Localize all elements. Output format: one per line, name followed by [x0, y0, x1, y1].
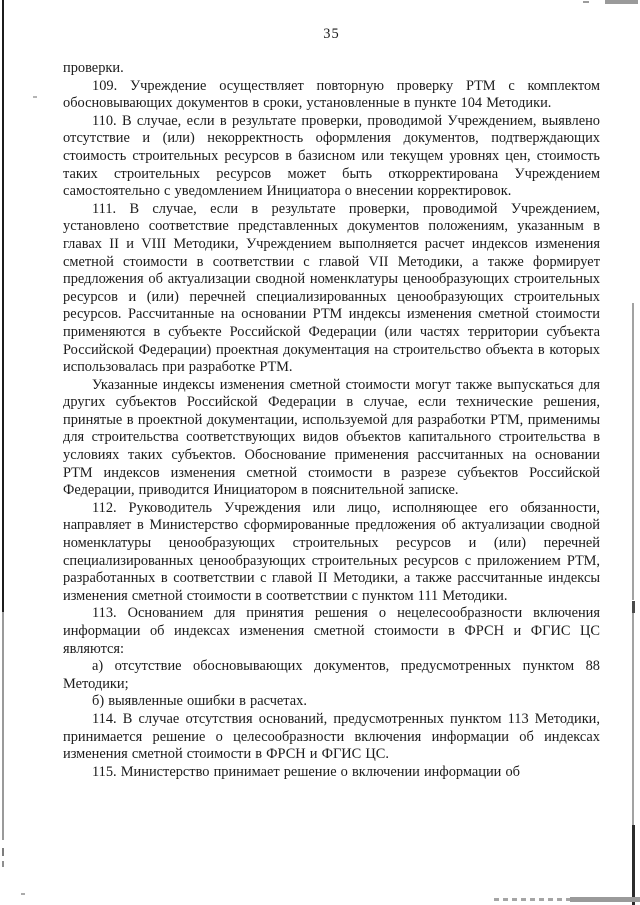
paragraph-112: 112. Руководитель Учреждения или лицо, исполняющее его обязанности, направляет в Министерство сформированные предложения об актуализации сводной номенклатуры ценообразующих строительных ресурсов и (или) перечней специализированных ценообразующих строительных ресурсов с приложением РТМ, разработанных в соответствии с главой II Методики, а также рассчитанные индексы изменения сметной стоимости в соответствии с пунктом 111 Методики. — [63, 499, 600, 604]
scan-artifact-top-mark — [583, 1, 589, 3]
scan-artifact-right-edge-line-dark — [632, 825, 635, 905]
document-body — [63, 60, 600, 781]
scan-artifact-left-edge-line — [2, 0, 4, 612]
paragraph-111: 111. В случае, если в результате проверки, проводимой Учреждением, установлено соответствие представленных документов положениям, указанным в главах II и VIII Методики, Учреждением выполняется расчет индексов изменения сметной стоимости в соответствии с главой VII Методики, а также формирует предложения об актуализации сводной номенклатуры ценообразующих строительных ресурсов и (или) перечней специализированных ценообразующих строительных ресурсов. Рассчитанные на основании РТМ индексы изменения сметной стоимости применяются в субъекте Российской Федерации (или частях территории субъекта Российской Федерации) проектная документация на строительство объекта в которых использовалась при разработке РТМ. — [63, 200, 600, 376]
scan-artifact-left-dash — [2, 861, 4, 867]
scan-artifact-bottom-right-bar — [570, 897, 640, 902]
scan-artifact-left-edge-line-faded — [2, 612, 4, 840]
paragraph-continuation: проверки. — [63, 60, 124, 76]
scan-artifact-speck — [33, 96, 37, 98]
scan-artifact-top-right-bar — [605, 0, 638, 4]
page-number: 35 — [323, 26, 340, 42]
scan-artifact-right-edge-line — [632, 613, 634, 825]
paragraph-115: 115. Министерство принимает решение о включении информации об — [92, 763, 520, 780]
scan-artifact-right-edge-line — [632, 303, 634, 600]
paragraph-114: 114. В случае отсутствия оснований, предусмотренных пунктом 113 Методики, принимается решение о целесообразности включения информации об индексах изменения сметной стоимости в ФРСН и ФГИС ЦС. — [63, 710, 600, 763]
paragraph-113-item-b: б) выявленные ошибки в расчетах. — [92, 693, 307, 710]
paragraph-113: 113. Основанием для принятия решения о нецелесообразности включения информации об индексах изменения сметной стоимости в ФРСН и ФГИС ЦС являются: — [63, 605, 600, 657]
scan-artifact-right-dash — [632, 601, 635, 613]
paragraph-109: 109. Учреждение осуществляет повторную проверку РТМ с комплектом обосновывающих документов в сроки, установленные в пункте 104 Методики. — [63, 77, 600, 112]
paragraph-110: 110. В случае, если в результате проверки, проводимой Учреждением, выявлено отсутствие и (или) некорректность оформления документов, подтверждающих стоимость строительных ресурсов в базисном или текущем уровнях цен, стоимость таких строительных ресурсов может быть откорректирована Учреждением самостоятельно с уведомлением Инициатора о внесении корректировок. — [63, 112, 600, 200]
paragraph-111-continued: Указанные индексы изменения сметной стоимости могут также выпускаться для других субъектов Российской Федерации в случае, если технические решения, принятые в проектной документации, используемой для разработки РТМ, применимы для строительства соответствующих видов объектов капитального строительства в условиях таких субъектов. Обоснование применения рассчитанных на основании РТМ индексов изменения сметной стоимости в разрезе субъектов Российской Федерации, приводится Инициатором в пояснительной записке. — [63, 376, 600, 499]
paragraph-113-item-a: а) отсутствие обосновывающих документов, предусмотренных пунктом 88 Методики; — [63, 658, 600, 692]
scan-artifact-speck — [21, 893, 25, 895]
scan-artifact-left-dash — [2, 848, 4, 856]
scan-artifact-bottom-dashed-line — [494, 898, 570, 901]
